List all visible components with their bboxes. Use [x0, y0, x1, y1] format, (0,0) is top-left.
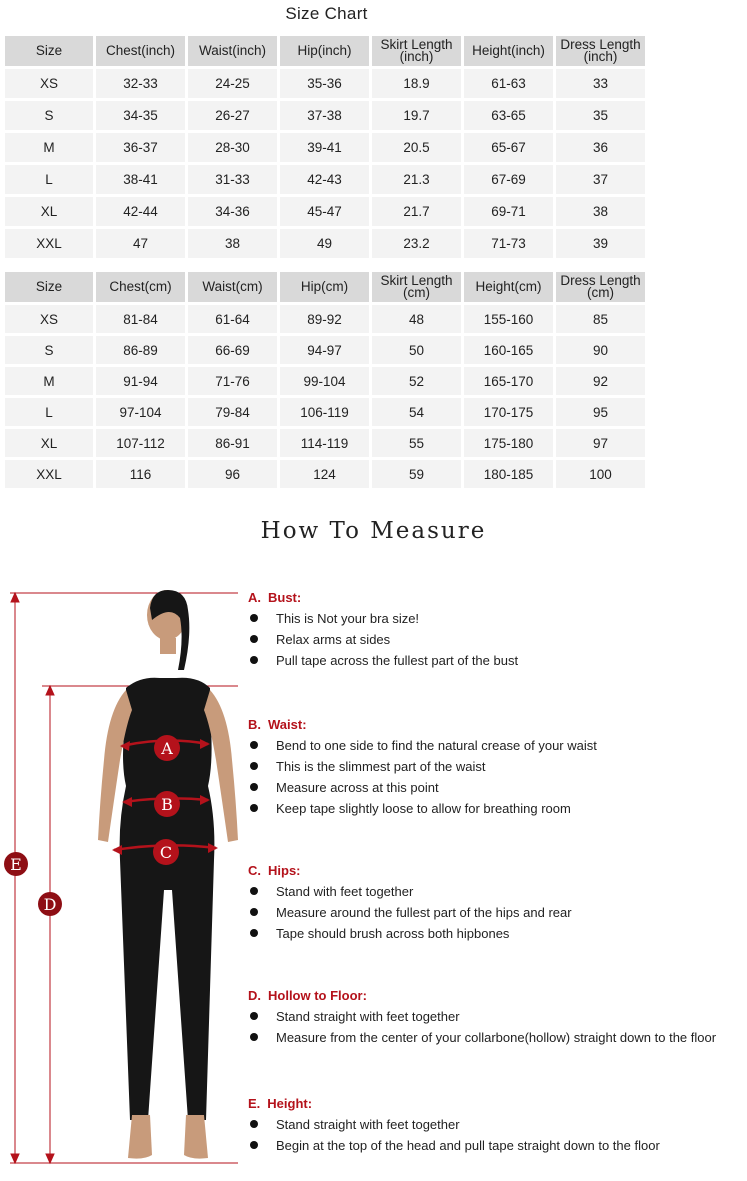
table-row	[5, 69, 645, 98]
table-cell: 38	[188, 229, 277, 258]
column-header: Dress Length (cm)	[556, 272, 645, 302]
table-cell: 106-119	[280, 398, 369, 426]
table-cell: 39-41	[280, 133, 369, 162]
table-cell: 54	[372, 398, 461, 426]
table-cell: 66-69	[188, 336, 277, 364]
section-hollow-to-floor: D. Hollow to Floor: Stand straight with feet together Measure from the center of your collarbone(hollow) straight down to the floor	[248, 988, 716, 1048]
table-cell: XXL	[5, 229, 93, 258]
table-cell: 92	[556, 367, 645, 395]
table-cell: M	[5, 367, 93, 395]
table-cell: 52	[372, 367, 461, 395]
table-cell: XL	[5, 429, 93, 457]
table-row	[5, 429, 645, 457]
label-b: B	[161, 795, 173, 814]
table-cell: S	[5, 101, 93, 130]
column-header: Waist(inch)	[188, 36, 277, 66]
table-cell: 31-33	[188, 165, 277, 194]
table-cell: 91-94	[96, 367, 185, 395]
label-e: E	[10, 855, 22, 874]
table-cell: 79-84	[188, 398, 277, 426]
table-cell: 26-27	[188, 101, 277, 130]
list-item: Stand straight with feet together	[248, 1006, 716, 1027]
size-chart-cm-table	[2, 269, 648, 491]
table-cell: 20.5	[372, 133, 461, 162]
column-header: Size	[5, 36, 93, 66]
table-cell: 71-76	[188, 367, 277, 395]
table-row	[5, 101, 645, 130]
column-header: Dress Length (inch)	[556, 36, 645, 66]
column-header: Height(cm)	[464, 272, 553, 302]
table-cell: XL	[5, 197, 93, 226]
table-cell: M	[5, 133, 93, 162]
table-cell: 47	[96, 229, 185, 258]
table-cell: 36-37	[96, 133, 185, 162]
table-cell: 42-43	[280, 165, 369, 194]
table-cell: 114-119	[280, 429, 369, 457]
table-cell: 35	[556, 101, 645, 130]
size-chart-title: Size Chart	[285, 4, 368, 23]
list-item: Pull tape across the fullest part of the bust	[248, 650, 518, 671]
table-cell: S	[5, 336, 93, 364]
section-hips: C. Hips: Stand with feet together Measure around the fullest part of the hips and rear Tape should brush across both hipbones	[248, 863, 572, 944]
section-bust: A. Bust: This is Not your bra size! Relax arms at sides Pull tape across the fullest part of the bust	[248, 590, 518, 671]
table-cell: 55	[372, 429, 461, 457]
table-cell: 42-44	[96, 197, 185, 226]
column-header: Waist(cm)	[188, 272, 277, 302]
list-item: Measure around the fullest part of the hips and rear	[248, 902, 572, 923]
list-item: Tape should brush across both hipbones	[248, 923, 572, 944]
table-cell: 63-65	[464, 101, 553, 130]
table-cell: XS	[5, 305, 93, 333]
table-cell: L	[5, 398, 93, 426]
label-d: D	[43, 895, 57, 914]
column-header: Skirt Length (cm)	[372, 272, 461, 302]
table-cell: 34-36	[188, 197, 277, 226]
table-cell: 50	[372, 336, 461, 364]
table-cell: 37-38	[280, 101, 369, 130]
table-cell: 97-104	[96, 398, 185, 426]
table-cell: 180-185	[464, 460, 553, 488]
table-cell: L	[5, 165, 93, 194]
table-cell: 38-41	[96, 165, 185, 194]
table-cell: 99-104	[280, 367, 369, 395]
table-cell: 85	[556, 305, 645, 333]
table-row	[5, 133, 645, 162]
table-cell: XS	[5, 69, 93, 98]
size-chart-inch-table	[2, 33, 648, 261]
table-cell: 18.9	[372, 69, 461, 98]
table-row	[5, 165, 645, 194]
table-cell: 94-97	[280, 336, 369, 364]
table-cell: 124	[280, 460, 369, 488]
table-cell: 165-170	[464, 367, 553, 395]
table-cell: 37	[556, 165, 645, 194]
table-cell: 86-89	[96, 336, 185, 364]
measurement-figure	[0, 560, 240, 1181]
table-row	[5, 367, 645, 395]
table-cell: 86-91	[188, 429, 277, 457]
column-header: Hip(cm)	[280, 272, 369, 302]
table-cell: 28-30	[188, 133, 277, 162]
table-cell: 19.7	[372, 101, 461, 130]
column-header: Size	[5, 272, 93, 302]
model-silhouette	[98, 590, 238, 1159]
table-cell: 21.7	[372, 197, 461, 226]
table-cell: 81-84	[96, 305, 185, 333]
table-cell: 89-92	[280, 305, 369, 333]
table-cell: 23.2	[372, 229, 461, 258]
list-item: Begin at the top of the head and pull tape straight down to the floor	[248, 1135, 660, 1156]
section-height: E. Height: Stand straight with feet together Begin at the top of the head and pull tape straight down to the floor	[248, 1096, 660, 1156]
section-waist: B. Waist: Bend to one side to find the natural crease of your waist This is the slimmest part of the waist Measure across at this point Keep tape slightly loose to allow for breathing room	[248, 717, 597, 819]
table-row	[5, 398, 645, 426]
table-cell: 59	[372, 460, 461, 488]
table-cell: 67-69	[464, 165, 553, 194]
table-cell: 49	[280, 229, 369, 258]
table-cell: 90	[556, 336, 645, 364]
table-cell: 61-63	[464, 69, 553, 98]
list-item: Bend to one side to find the natural crease of your waist	[248, 735, 597, 756]
label-c: C	[159, 843, 173, 862]
table-cell: 107-112	[96, 429, 185, 457]
table-cell: 34-35	[96, 101, 185, 130]
table-cell: 71-73	[464, 229, 553, 258]
how-to-measure-title: How To Measure	[260, 518, 487, 544]
column-header: Hip(inch)	[280, 36, 369, 66]
table-cell: 45-47	[280, 197, 369, 226]
list-item: Stand with feet together	[248, 881, 572, 902]
table-cell: 65-67	[464, 133, 553, 162]
table-cell: 48	[372, 305, 461, 333]
table-cell: 155-160	[464, 305, 553, 333]
list-item: Stand straight with feet together	[248, 1114, 660, 1135]
table-header-row	[5, 272, 645, 302]
table-cell: 160-165	[464, 336, 553, 364]
table-cell: 61-64	[188, 305, 277, 333]
table-cell: 24-25	[188, 69, 277, 98]
list-item: Keep tape slightly loose to allow for breathing room	[248, 798, 597, 819]
table-cell: 33	[556, 69, 645, 98]
table-row	[5, 460, 645, 488]
table-row	[5, 229, 645, 258]
table-header-row	[5, 36, 645, 66]
column-header: Chest(inch)	[96, 36, 185, 66]
table-cell: XXL	[5, 460, 93, 488]
list-item: This is Not your bra size!	[248, 608, 518, 629]
column-header: Chest(cm)	[96, 272, 185, 302]
list-item: This is the slimmest part of the waist	[248, 756, 597, 777]
table-cell: 35-36	[280, 69, 369, 98]
list-item: Measure from the center of your collarbone(hollow) straight down to the floor	[248, 1027, 716, 1048]
table-cell: 95	[556, 398, 645, 426]
table-row	[5, 336, 645, 364]
table-cell: 96	[188, 460, 277, 488]
table-cell: 38	[556, 197, 645, 226]
table-cell: 32-33	[96, 69, 185, 98]
table-cell: 21.3	[372, 165, 461, 194]
table-cell: 69-71	[464, 197, 553, 226]
table-cell: 39	[556, 229, 645, 258]
table-cell: 116	[96, 460, 185, 488]
table-cell: 97	[556, 429, 645, 457]
label-a: A	[161, 739, 173, 758]
table-cell: 175-180	[464, 429, 553, 457]
column-header: Height(inch)	[464, 36, 553, 66]
list-item: Measure across at this point	[248, 777, 597, 798]
table-cell: 36	[556, 133, 645, 162]
table-cell: 170-175	[464, 398, 553, 426]
table-cell: 100	[556, 460, 645, 488]
column-header: Skirt Length (inch)	[372, 36, 461, 66]
list-item: Relax arms at sides	[248, 629, 518, 650]
table-row	[5, 305, 645, 333]
table-row	[5, 197, 645, 226]
